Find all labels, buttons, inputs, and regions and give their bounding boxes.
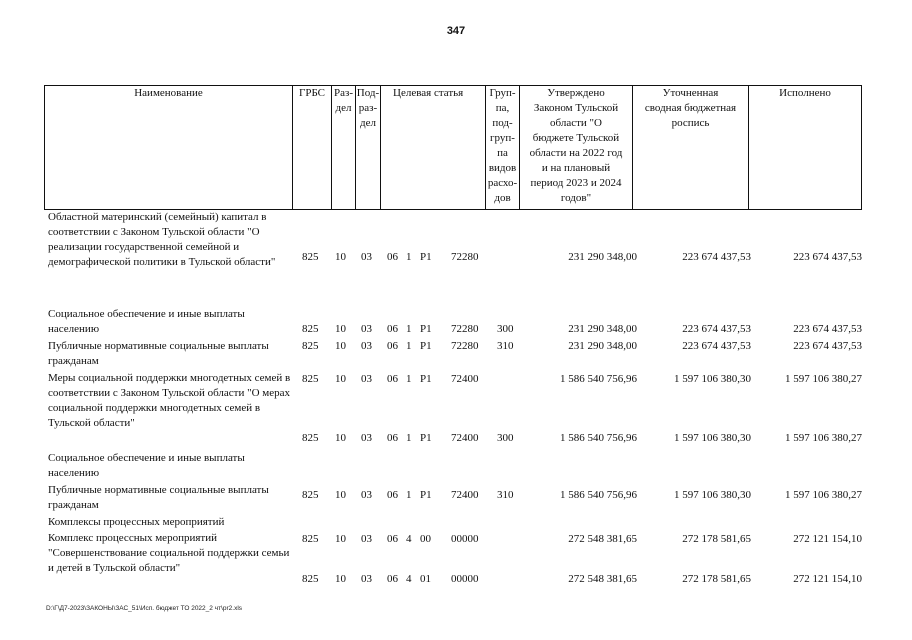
utverzhdeno-cell: 231 290 348,00 <box>568 340 637 352</box>
celevaya-direction-cell: Р1 <box>420 432 432 444</box>
celevaya-direction-cell: Р1 <box>420 373 432 385</box>
utverzhdeno-cell: 1 586 540 756,96 <box>560 489 637 501</box>
row-name-cell: Комплекс процессных мероприятий "Совершенствование социальной поддержки семьи и детей в Тульской области" <box>48 532 290 574</box>
utochnennaya-cell: 1 597 106 380,30 <box>674 489 751 501</box>
celevaya-code-cell: 72280 <box>451 251 479 263</box>
celevaya-program-cell: 06 <box>387 432 398 444</box>
celevaya-program-cell: 06 <box>387 251 398 263</box>
utverzhdeno-cell: 272 548 381,65 <box>568 573 637 585</box>
celevaya-program-cell: 06 <box>387 340 398 352</box>
row-name-cell: Публичные нормативные социальные выплаты гражданам <box>48 340 269 367</box>
grbs-cell: 825 <box>302 489 319 501</box>
page-number: 347 <box>446 25 466 37</box>
razdel-cell: 10 <box>335 373 346 385</box>
podrazdel-cell: 03 <box>361 533 372 545</box>
celevaya-program-cell: 06 <box>387 323 398 335</box>
utochnennaya-cell: 272 178 581,65 <box>682 573 751 585</box>
celevaya-code-cell: 72280 <box>451 323 479 335</box>
podrazdel-cell: 03 <box>361 373 372 385</box>
celevaya-code-cell: 72400 <box>451 432 479 444</box>
ispolneno-cell: 1 597 106 380,27 <box>785 489 862 501</box>
celevaya-code-cell: 72400 <box>451 373 479 385</box>
grbs-cell: 825 <box>302 432 319 444</box>
celevaya-program-cell: 06 <box>387 573 398 585</box>
utverzhdeno-cell: 1 586 540 756,96 <box>560 373 637 385</box>
celevaya-subprogram-cell: 4 <box>406 573 412 585</box>
celevaya-subprogram-cell: 1 <box>406 432 412 444</box>
col-utverzhdeno-header: Утверждено Законом Тульской области "О бюджете Тульской области на 2022 год и на плановый период 2023 и 2024 годов" <box>520 86 633 210</box>
utochnennaya-cell: 223 674 437,53 <box>682 340 751 352</box>
razdel-cell: 10 <box>335 573 346 585</box>
col-gruppa-header: Груп- па, под- груп- па видов расхо- дов <box>486 86 520 210</box>
razdel-cell: 10 <box>335 432 346 444</box>
ispolneno-cell: 1 597 106 380,27 <box>785 373 862 385</box>
utverzhdeno-cell: 1 586 540 756,96 <box>560 432 637 444</box>
celevaya-code-cell: 00000 <box>451 573 479 585</box>
celevaya-code-cell: 72400 <box>451 489 479 501</box>
grbs-cell: 825 <box>302 373 319 385</box>
celevaya-subprogram-cell: 4 <box>406 533 412 545</box>
celevaya-direction-cell: Р1 <box>420 251 432 263</box>
utochnennaya-cell: 223 674 437,53 <box>682 251 751 263</box>
ispolneno-cell: 1 597 106 380,27 <box>785 432 862 444</box>
ispolneno-cell: 272 121 154,10 <box>793 533 862 545</box>
celevaya-subprogram-cell: 1 <box>406 323 412 335</box>
row-name-cell: Областной материнский (семейный) капитал в соответствии с Законом Тульской области "О реализации государственной семейной и демографической политики в Тульской области" <box>48 211 276 268</box>
vid-rashodov-cell: 300 <box>497 432 514 444</box>
grbs-cell: 825 <box>302 533 319 545</box>
celevaya-subprogram-cell: 1 <box>406 489 412 501</box>
podrazdel-cell: 03 <box>361 489 372 501</box>
vid-rashodov-cell: 300 <box>497 323 514 335</box>
table-header <box>44 85 862 210</box>
celevaya-program-cell: 06 <box>387 373 398 385</box>
podrazdel-cell: 03 <box>361 340 372 352</box>
col-celevaya-header: Целевая статья <box>381 86 486 210</box>
col-ispolneno-header: Исполнено <box>749 86 862 210</box>
celevaya-direction-cell: Р1 <box>420 489 432 501</box>
ispolneno-cell: 223 674 437,53 <box>793 323 862 335</box>
ispolneno-cell: 223 674 437,53 <box>793 251 862 263</box>
row-name-cell: Социальное обеспечение и иные выплаты населению <box>48 452 245 479</box>
vid-rashodov-cell: 310 <box>497 340 514 352</box>
podrazdel-cell: 03 <box>361 323 372 335</box>
podrazdel-cell: 03 <box>361 573 372 585</box>
utochnennaya-cell: 1 597 106 380,30 <box>674 373 751 385</box>
col-razdel-header: Раз- дел <box>332 86 356 210</box>
row-name-cell: Публичные нормативные социальные выплаты гражданам <box>48 484 269 511</box>
grbs-cell: 825 <box>302 573 319 585</box>
podrazdel-cell: 03 <box>361 251 372 263</box>
celevaya-code-cell: 72280 <box>451 340 479 352</box>
grbs-cell: 825 <box>302 323 319 335</box>
col-utochnennaya-header: Уточненная сводная бюджетная роспись <box>633 86 749 210</box>
razdel-cell: 10 <box>335 489 346 501</box>
podrazdel-cell: 03 <box>361 432 372 444</box>
utverzhdeno-cell: 231 290 348,00 <box>568 251 637 263</box>
utochnennaya-cell: 223 674 437,53 <box>682 323 751 335</box>
row-name-cell: Социальное обеспечение и иные выплаты населению <box>48 308 245 335</box>
celevaya-program-cell: 06 <box>387 533 398 545</box>
vid-rashodov-cell: 310 <box>497 489 514 501</box>
grbs-cell: 825 <box>302 251 319 263</box>
razdel-cell: 10 <box>335 533 346 545</box>
razdel-cell: 10 <box>335 251 346 263</box>
row-name-cell: Комплексы процессных мероприятий <box>48 516 225 528</box>
razdel-cell: 10 <box>335 340 346 352</box>
celevaya-subprogram-cell: 1 <box>406 340 412 352</box>
celevaya-subprogram-cell: 1 <box>406 373 412 385</box>
col-name-header: Наименование <box>45 86 293 210</box>
utverzhdeno-cell: 272 548 381,65 <box>568 533 637 545</box>
footer-file-path: D:\Г\Д7-2023\ЗАКОНЫ\ЗАС_51\Исп. бюджет ТО 2022_2 чт\pr2.xls <box>46 605 243 612</box>
col-podrazdel-header: Под- раз- дел <box>356 86 381 210</box>
col-grbs-header: ГРБС <box>293 86 332 210</box>
celevaya-code-cell: 00000 <box>451 533 479 545</box>
razdel-cell: 10 <box>335 323 346 335</box>
celevaya-direction-cell: Р1 <box>420 323 432 335</box>
celevaya-direction-cell: 00 <box>420 533 431 545</box>
utochnennaya-cell: 272 178 581,65 <box>682 533 751 545</box>
celevaya-direction-cell: 01 <box>420 573 431 585</box>
utverzhdeno-cell: 231 290 348,00 <box>568 323 637 335</box>
celevaya-subprogram-cell: 1 <box>406 251 412 263</box>
grbs-cell: 825 <box>302 340 319 352</box>
celevaya-direction-cell: Р1 <box>420 340 432 352</box>
ispolneno-cell: 223 674 437,53 <box>793 340 862 352</box>
celevaya-program-cell: 06 <box>387 489 398 501</box>
utochnennaya-cell: 1 597 106 380,30 <box>674 432 751 444</box>
ispolneno-cell: 272 121 154,10 <box>793 573 862 585</box>
row-name-cell: Меры социальной поддержки многодетных семей в соответствии с Законом Тульской области "О мерах социальной поддержки многодетных семей в Тульской области" <box>48 372 291 429</box>
